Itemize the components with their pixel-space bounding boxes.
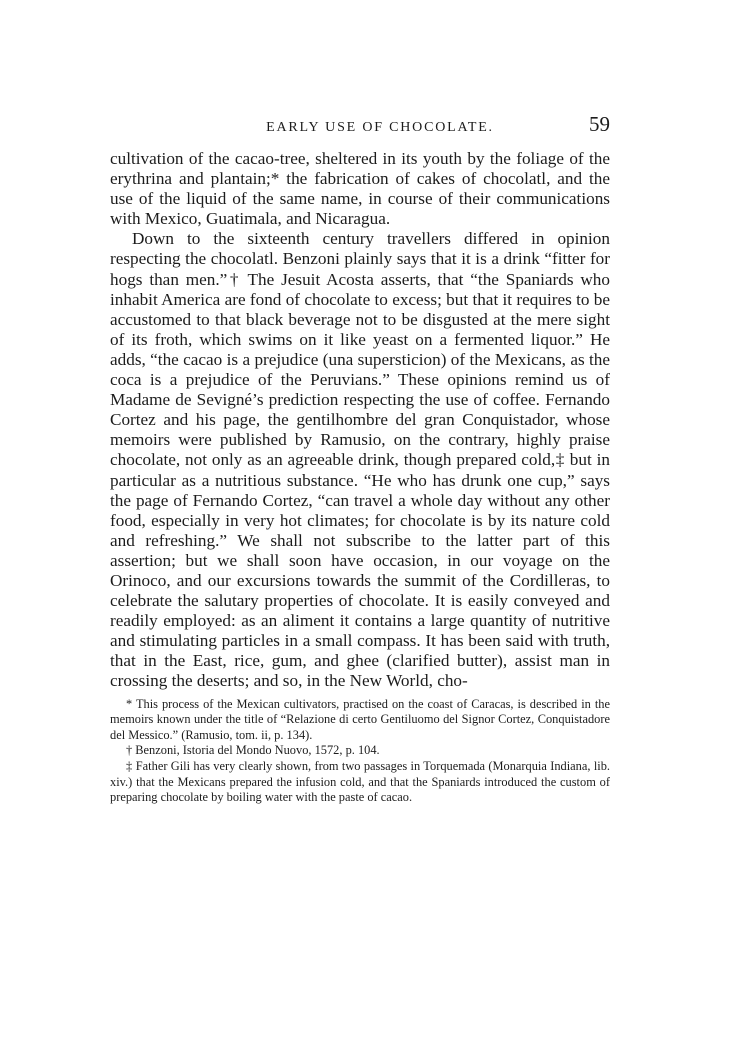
footnote-dagger: † Benzoni, Istoria del Mondo Nuovo, 1572, p. 104. <box>126 743 380 758</box>
footnote-asterisk: * This process of the Mexican cultivators, practised on the coast of Caracas, is described in the memoirs known under the title of “Relazione di certo Gentiluomo del Signor Cortez, Conquistadore del Messico.” (Ramusio, tom. ii, p. 134). <box>110 696 610 742</box>
footnotes <box>110 697 610 806</box>
book-page <box>110 112 610 806</box>
page-header <box>110 112 610 144</box>
footnote-double-dagger: ‡ Father Gili has very clearly shown, from two passages in Torquemada (Monarquia Indiana, lib. xiv.) that the Mexicans prepared the infusion cold, and that the Spaniards introduced the custom of preparing chocolate by boiling water with the paste of cacao. <box>110 758 610 805</box>
paragraph-continuation: cultivation of the cacao-tree, sheltered in its youth by the foliage of the erythrina and plantain;* the fabrication of cakes of chocolatl, and the use of the liquid of the same name, in course of their communications with Mexico, Guatimala, and Nicaragua. <box>110 149 610 229</box>
page-number: 59 <box>589 112 610 136</box>
body-text <box>110 149 610 692</box>
running-head: EARLY USE OF CHOCOLATE. <box>266 120 494 135</box>
paragraph-travellers: Down to the sixteenth century travellers differed in opinion respecting the chocolatl. Benzoni plainly says that it is a drink “fitter for hogs than men.”† The Jesuit Acosta asserts, that “the Spaniards who inhabit America are fond of chocolate to excess; but that it requires to be accustomed to that black beverage not to be disgusted at the mere sight of its froth, which swims on it like yeast on a fermented liquor.” He adds, “the cacao is a prejudice (una supersticion) of the Mexicans, as the coca is a prejudice of the Peruvians.” These opinions remind us of Madame de Sevigné’s prediction respecting the use of coffee. Fernando Cortez and his page, the gentilhombre del gran Conquistador, whose memoirs were published by Ramusio, on the contrary, highly praise chocolate, not only as an agreeable drink, though prepared cold,‡ but in particular as a nutritious substance. “He who has drunk one cup,” says the page of Fernando Cortez, “can travel a whole day without any other food, especially in very hot climates; for chocolate is by its nature cold and refreshing.” We shall not subscribe to the latter part of this assertion; but we shall soon have occasion, in our voyage on the Orinoco, and our excursions towards the summit of the Cordilleras, to celebrate the salutary properties of chocolate. It is easily conveyed and readily employed: as an aliment it contains a large quantity of nutritive and stimulating particles in a small compass. It has been said with truth, that in the East, rice, gum, and ghee (clarified butter), assist man in crossing the deserts; and so, in the New World, cho- <box>110 229 610 691</box>
